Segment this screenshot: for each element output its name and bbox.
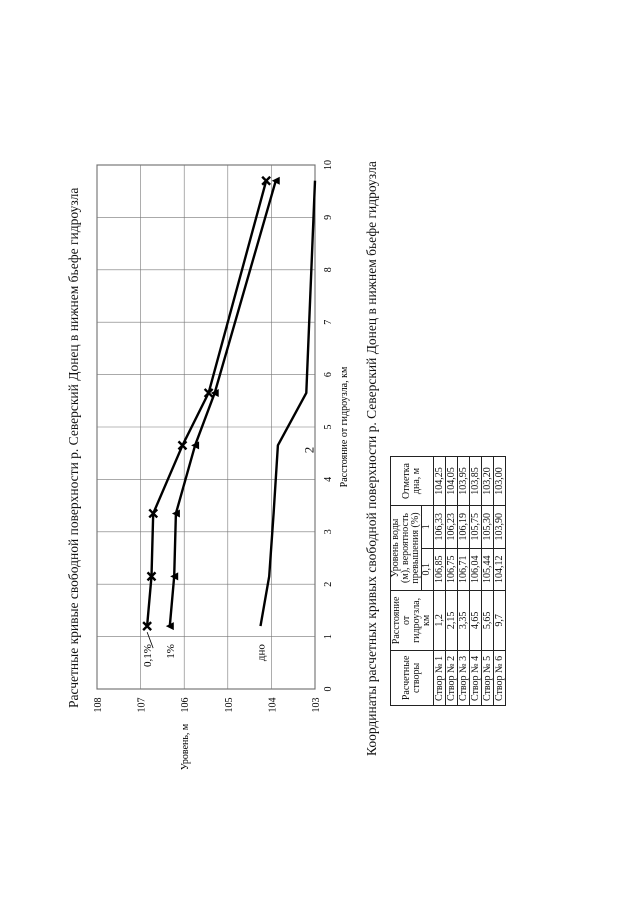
table-row	[457, 457, 469, 706]
y-tick-label: 108	[93, 697, 104, 713]
x-tick-label: 3	[323, 529, 334, 535]
y-tick-label: 104	[267, 697, 279, 713]
table-cell: Створ № 1	[433, 650, 445, 705]
y-tick-label: 107	[136, 697, 148, 713]
table-cell: Створ № 5	[481, 650, 493, 705]
x-tick-label: 6	[323, 372, 334, 378]
table-title: Координаты расчетных кривых свободной поверхности р. Северский Донец в нижнем бьефе гидроузла	[364, 161, 379, 756]
y-axis-label: Уровень, м	[180, 723, 191, 771]
table-cell: 106,33	[433, 506, 445, 549]
table-cell: 1,2	[433, 591, 445, 651]
table-cell: 105,44	[481, 548, 493, 591]
x-tick-label: 2	[323, 581, 334, 587]
table-cell: 106,75	[445, 548, 457, 591]
table-cell: Створ № 4	[469, 650, 481, 705]
table-cell: 5,65	[481, 591, 493, 651]
x-tick-label: 0	[323, 686, 334, 692]
x-tick-label: 4	[323, 476, 334, 482]
series-label: 0,1%	[142, 644, 155, 668]
table-cell: 103,95	[457, 457, 469, 506]
y-tick-label: 105	[223, 697, 235, 713]
header-distance: Расстояние от гидроузла, км	[391, 591, 434, 651]
table-cell: 103,90	[493, 506, 505, 549]
table-row	[481, 457, 493, 706]
table-cell: 103,20	[481, 457, 493, 506]
series-line	[170, 181, 276, 626]
table-cell: 103,00	[493, 457, 505, 506]
table-cell: 105,75	[469, 506, 481, 549]
x-tick-label: 5	[323, 424, 334, 430]
x-tick-label: 8	[323, 267, 334, 273]
chart-title: Расчетные кривые свободной поверхности р. Северский Донец в нижнем бьефе гидроузла	[66, 187, 81, 708]
table-row	[433, 457, 445, 706]
table-cell: 106,85	[433, 548, 445, 591]
table-cell: Створ № 2	[445, 650, 457, 705]
header-bottom-mark: Отметка дна, м	[391, 457, 434, 506]
table-cell: 9,7	[493, 591, 505, 651]
page-number: 2	[301, 446, 317, 454]
series-line	[147, 181, 266, 626]
table-row	[493, 457, 505, 706]
header-stations: Расчетные створы	[391, 650, 434, 705]
table-cell: 106,71	[457, 548, 469, 591]
table-cell: 103,85	[469, 457, 481, 506]
series-line	[261, 181, 316, 626]
table-body	[433, 457, 505, 706]
table-cell: 2,15	[445, 591, 457, 651]
table-cell: 104,05	[445, 457, 457, 506]
table-cell: 106,19	[457, 506, 469, 549]
table-cell: 106,23	[445, 506, 457, 549]
table-cell: 105,30	[481, 506, 493, 549]
series-label: дно	[255, 644, 268, 662]
x-tick-label: 1	[323, 634, 334, 640]
coordinates-table	[390, 456, 506, 706]
header-prob-01: 0,1	[422, 548, 434, 591]
table-cell: 106,04	[469, 548, 481, 591]
table-cell: 4,65	[469, 591, 481, 651]
y-tick-label: 106	[180, 697, 192, 713]
table-cell: Створ № 3	[457, 650, 469, 705]
x-axis-label: Расстояние от гидроузла, км	[339, 366, 350, 488]
x-tick-label: 10	[323, 160, 334, 170]
table-row	[445, 457, 457, 706]
table-cell: Створ № 6	[493, 650, 505, 705]
series-label: 1%	[164, 644, 177, 659]
table-cell: 104,25	[433, 457, 445, 506]
x-tick-label: 9	[323, 214, 334, 220]
y-tick-label: 103	[311, 697, 322, 713]
table-row	[469, 457, 481, 706]
header-prob-1: 1	[422, 506, 434, 549]
header-water-level: Уровень воды (м), вероятность превышения (%)	[391, 506, 422, 591]
table-cell: 104,12	[493, 548, 505, 591]
coordinates-table-wrapper	[390, 456, 506, 706]
table-cell: 3,35	[457, 591, 469, 651]
x-tick-label: 7	[323, 319, 334, 325]
